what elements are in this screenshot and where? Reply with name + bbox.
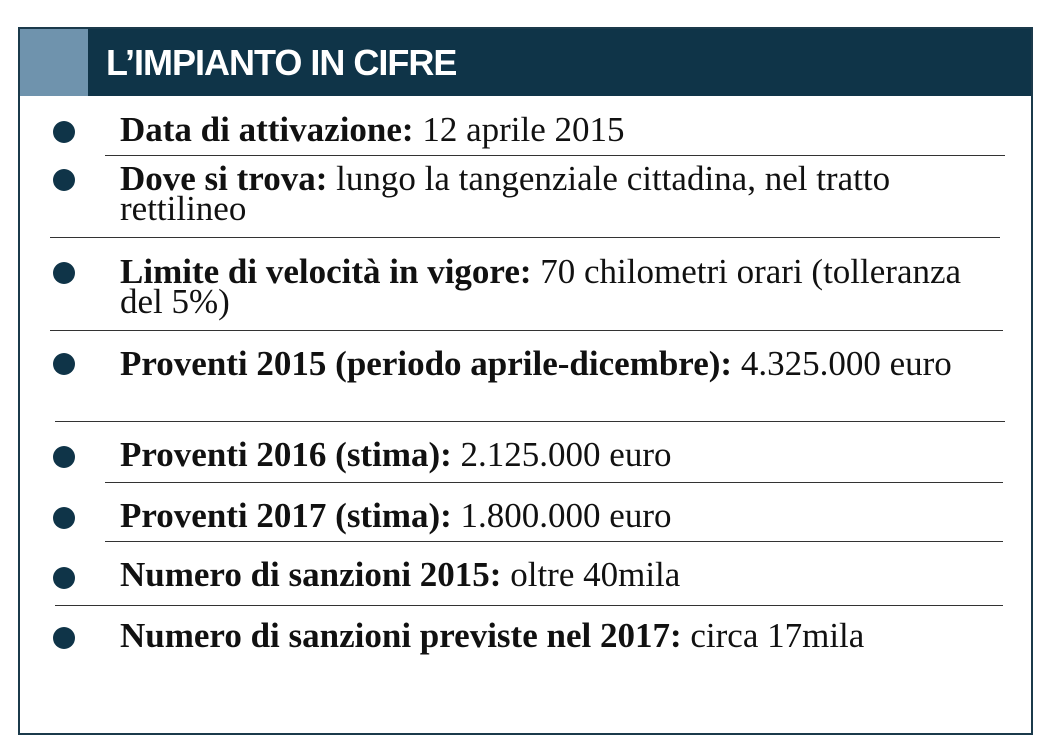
box-header <box>20 29 1031 96</box>
item-text <box>120 252 1000 321</box>
item-label: Proventi 2015 (periodo aprile-dicembre): <box>120 344 733 383</box>
item-text <box>120 344 1000 383</box>
bullet-icon <box>53 446 75 468</box>
item-label: Data di attivazione: <box>120 110 414 149</box>
item-value: lungo la tangenziale cittadina, nel tratto rettilineo <box>120 159 891 228</box>
bullet-icon <box>53 169 75 191</box>
bullet-icon <box>53 353 75 375</box>
item-label: Proventi 2017 (stima): <box>120 496 452 535</box>
item-value: circa 17mila <box>681 616 865 655</box>
info-box <box>18 27 1033 735</box>
bullet-icon <box>53 567 75 589</box>
divider <box>55 421 1005 422</box>
item-text <box>120 435 1000 474</box>
item-text <box>120 496 1000 535</box>
item-label: Dove si trova: <box>120 159 328 198</box>
item-value: 1.800.000 euro <box>451 496 672 535</box>
bullet-icon <box>53 507 75 529</box>
item-label: Limite di velocità in vigore: <box>120 252 532 291</box>
divider <box>50 330 1003 331</box>
item-value: 2.125.000 euro <box>451 435 672 474</box>
divider <box>105 541 1003 542</box>
item-text <box>120 555 1000 594</box>
bullet-icon <box>53 262 75 284</box>
item-value: oltre 40mila <box>501 555 681 594</box>
item-value: 12 aprile 2015 <box>413 110 625 149</box>
item-label: Proventi 2016 (stima): <box>120 435 452 474</box>
item-text <box>120 110 1000 149</box>
divider <box>50 237 1000 238</box>
item-label: Numero di sanzioni previste nel 2017: <box>120 616 682 655</box>
item-value: 4.325.000 euro <box>732 344 952 383</box>
bullet-icon <box>53 121 75 143</box>
divider <box>105 482 1003 483</box>
item-text <box>120 159 1000 228</box>
header-accent-block <box>20 29 88 96</box>
item-label: Numero di sanzioni 2015: <box>120 555 502 594</box>
item-value: 70 chilometri orari (tolleranza del 5%) <box>120 252 962 321</box>
divider <box>55 605 1003 606</box>
box-title: L’IMPIANTO IN CIFRE <box>106 42 457 83</box>
divider <box>105 155 1005 156</box>
bullet-icon <box>53 627 75 649</box>
item-text <box>120 616 1000 655</box>
